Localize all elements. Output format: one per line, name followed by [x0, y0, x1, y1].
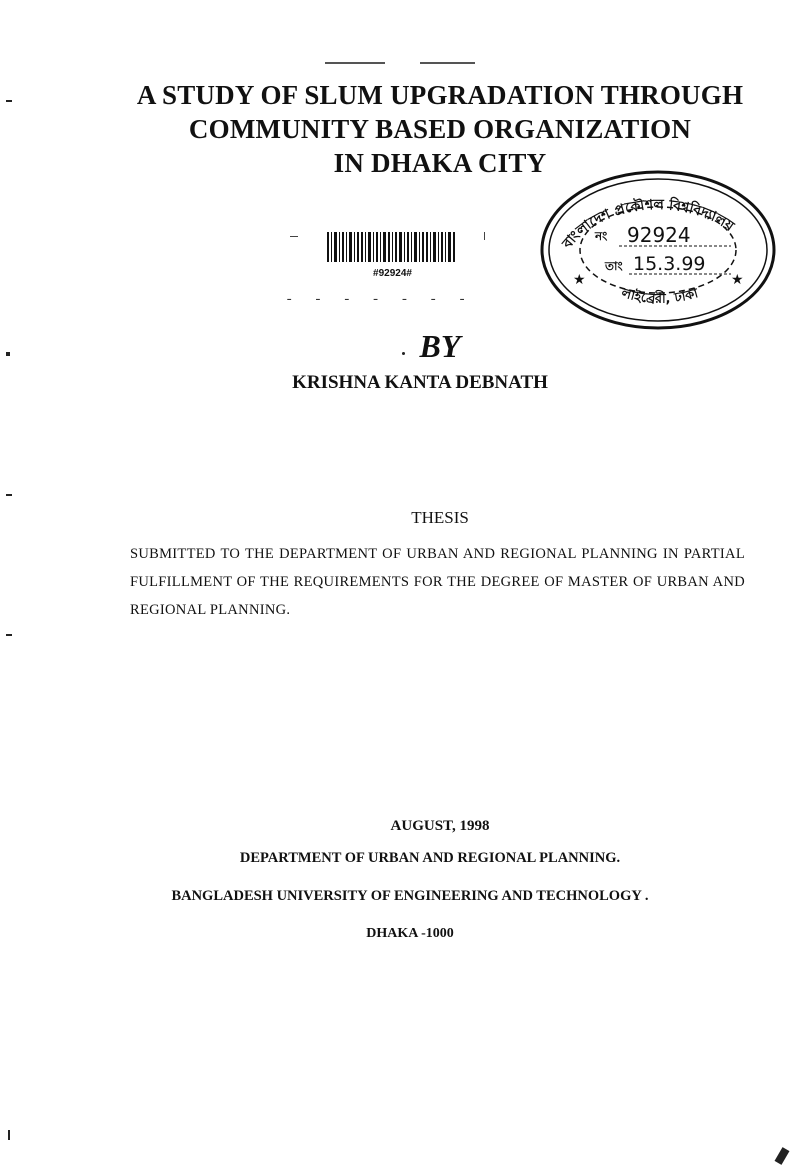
svg-text:লাইব্রেরী, ঢাকা — [619, 286, 701, 307]
ink-speck — [402, 352, 405, 355]
barcode-icon — [325, 232, 460, 262]
mark-tick — [484, 232, 485, 240]
barcode-number: #92924# — [373, 268, 412, 279]
department-name: DEPARTMENT OF URBAN AND REGIONAL PLANNING. — [239, 850, 621, 866]
city-name: DHAKA -1000 — [366, 926, 454, 941]
scan-margin-mark — [6, 494, 12, 496]
university-name: BANGLADESH UNIVERSITY OF ENGINEERING AND TECHNOLOGY . — [171, 888, 649, 904]
stamp-star-icon: ★ — [573, 272, 586, 288]
submission-date: AUGUST, 1998 — [390, 818, 490, 834]
library-stamp — [535, 162, 780, 332]
header-scribble — [325, 62, 385, 64]
scan-margin-mark — [8, 1130, 10, 1140]
title-line-3: IN DHAKA CITY — [333, 148, 547, 178]
mark-dash — [290, 236, 298, 237]
stamp-bottom-text: লাইব্রেরী, ঢাকা — [619, 285, 700, 307]
title-line-1: A STUDY OF SLUM UPGRADATION THROUGH — [136, 80, 744, 110]
stamp-seal-icon — [535, 162, 780, 332]
scan-margin-mark — [6, 100, 12, 102]
submission-statement: SUBMITTED TO THE DEPARTMENT OF URBAN AND REGIONAL PLANNING IN PARTIAL FULFILLMENT OF THE REQUIREMENTS FOR THE DEGREE OF MASTER OF URBAN AND REGIONAL PLANNING. — [130, 546, 745, 618]
thesis-label: THESIS — [411, 508, 469, 527]
stamp-accession-number: 92924 — [627, 223, 691, 247]
stamp-date: 15.3.99 — [633, 253, 706, 275]
by-label: BY — [419, 328, 461, 364]
stamp-date-prefix: তাং — [605, 259, 623, 273]
stamp-star-icon: ★ — [731, 272, 744, 288]
library-barcode — [325, 232, 460, 279]
title-line-2: COMMUNITY BASED ORGANIZATION — [188, 114, 692, 144]
scan-margin-mark — [6, 634, 12, 636]
author-name: KRISHNA KANTA DEBNATH — [292, 372, 548, 393]
header-scribble — [420, 62, 475, 64]
dashed-rule: - - - - - - - — [285, 292, 473, 308]
scan-margin-mark — [6, 352, 10, 356]
stamp-top-text: বাংলাদেশ প্রকৌশল বিশ্ববিদ্যালয় — [559, 197, 737, 252]
stamp-number-prefix: নং — [595, 229, 608, 243]
scan-corner-mark — [775, 1147, 790, 1165]
